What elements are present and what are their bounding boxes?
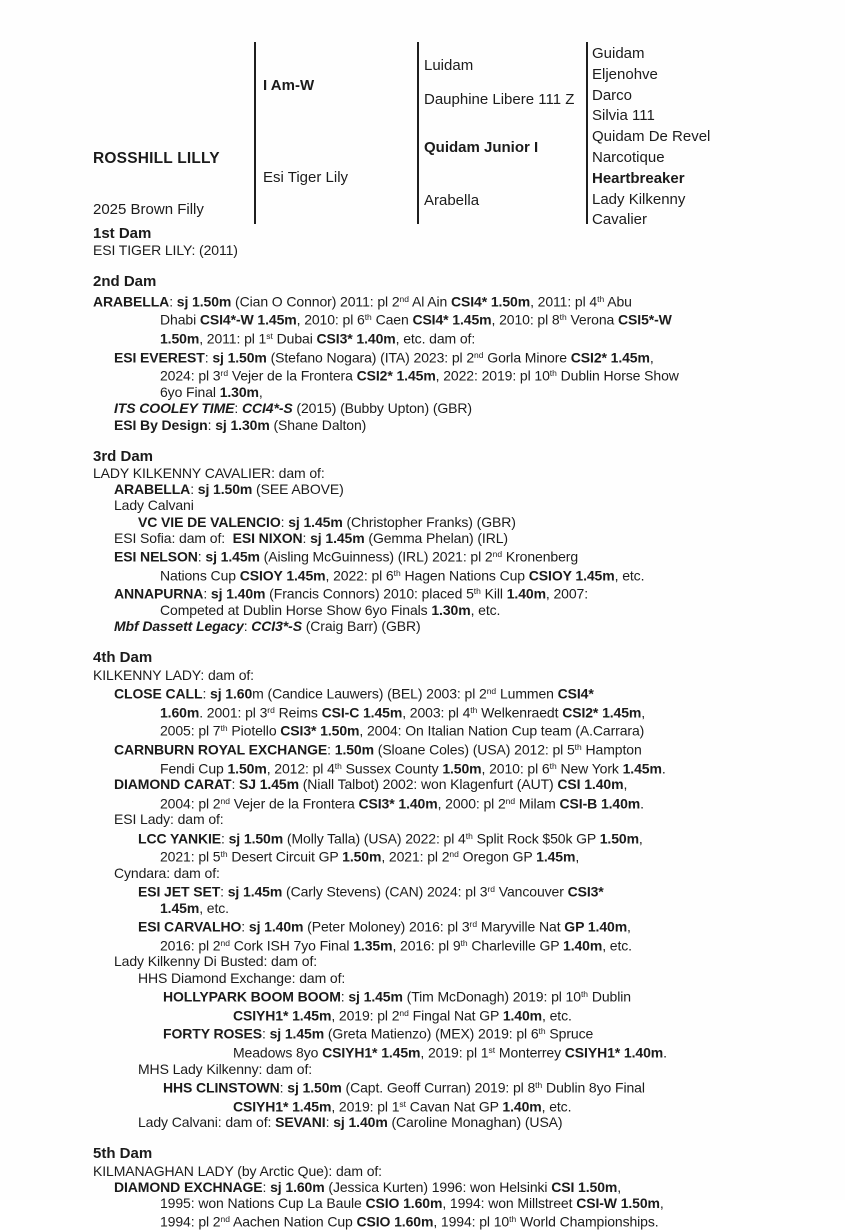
pedigree-line: CLOSE CALL: sj 1.60m (Candice Lauwers) (BEL) 2003: pl 2nd Lummen CSI4* bbox=[114, 685, 594, 702]
gen3-dam-dam: Arabella bbox=[424, 192, 480, 209]
pedigree-line: 6yo Final 1.30m, bbox=[160, 384, 263, 401]
section-5th-dam bbox=[93, 1146, 845, 1230]
pedigree-line: Competed at Dublin Horse Show 6yo Finals 1.30m, etc. bbox=[160, 602, 501, 619]
pedigree-line: ESI By Design: sj 1.30m (Shane Dalton) bbox=[114, 416, 367, 433]
pedigree-line: Fendi Cup 1.50m, 2012: pl 4th Sussex County 1.50m, 2010: pl 6th New York 1.45m. bbox=[160, 760, 666, 777]
table-rule-2 bbox=[417, 42, 419, 224]
pedigree-line: ARABELLA: sj 1.50m (Cian O Connor) 2011: pl 2nd Al Ain CSI4* 1.50m, 2011: pl 4th Abu bbox=[93, 293, 632, 310]
pedigree-line: 1.50m, 2011: pl 1st Dubai CSI3* 1.40m, etc. dam of: bbox=[160, 330, 476, 347]
gen4-ancestor: Heartbreaker bbox=[592, 169, 685, 187]
pedigree-line: Nations Cup CSIOY 1.45m, 2022: pl 6th Hagen Nations Cup CSIOY 1.45m, etc. bbox=[160, 567, 645, 584]
pedigree-line: ESI EVEREST: sj 1.50m (Stefano Nogara) (ITA) 2023: pl 2nd Gorla Minore CSI2* 1.45m, bbox=[114, 349, 654, 366]
pedigree-line: CARNBURN ROYAL EXCHANGE: 1.50m (Sloane Coles) (USA) 2012: pl 5th Hampton bbox=[114, 741, 642, 758]
dam-heading: 2nd Dam bbox=[93, 273, 157, 291]
pedigree-line: ITS COOLEY TIME: CCI4*-S (2015) (Bubby Upton) (GBR) bbox=[114, 400, 472, 417]
pedigree-line: 1.60m. 2001: pl 3rd Reims CSI-C 1.45m, 2003: pl 4th Welkenraedt CSI2* 1.45m, bbox=[160, 704, 646, 721]
table-rule-3 bbox=[586, 42, 588, 224]
gen4-ancestor: Lady Kilkenny Cavalier bbox=[592, 190, 686, 229]
pedigree-line: ESI JET SET: sj 1.45m (Carly Stevens) (CAN) 2024: pl 3rd Vancouver CSI3* bbox=[138, 883, 604, 900]
pedigree-line: Cyndara: dam of: bbox=[114, 864, 220, 881]
gen4-ancestor: Eljenohve bbox=[592, 65, 658, 83]
section-2nd-dam bbox=[93, 274, 845, 432]
pedigree-line: MHS Lady Kilkenny: dam of: bbox=[138, 1060, 313, 1077]
pedigree-line: KILKENNY LADY: dam of: bbox=[93, 666, 254, 683]
pedigree-line: Dhabi CSI4*-W 1.45m, 2010: pl 6th Caen CSI4* 1.45m, 2010: pl 8th Verona CSI5*-W bbox=[160, 311, 672, 328]
pedigree-line: 2004: pl 2nd Vejer de la Frontera CSI3* 1.40m, 2000: pl 2nd Milam CSI-B 1.40m. bbox=[160, 795, 644, 812]
dam-name: Esi Tiger Lily bbox=[263, 169, 349, 186]
pedigree-line: LADY KILKENNY CAVALIER: dam of: bbox=[93, 464, 325, 481]
gen4-ancestor: Quidam De Revel bbox=[592, 128, 711, 146]
subject-detail: 2025 Brown Filly bbox=[93, 201, 204, 218]
pedigree-line: CSIYH1* 1.45m, 2019: pl 1st Cavan Nat GP 1.40m, etc. bbox=[233, 1098, 572, 1115]
dam-heading: 3rd Dam bbox=[93, 447, 154, 465]
table-rule-1 bbox=[254, 42, 256, 224]
pedigree-line: LCC YANKIE: sj 1.50m (Molly Talla) (USA) 2022: pl 4th Split Rock $50k GP 1.50m, bbox=[138, 830, 643, 846]
dam-sections bbox=[93, 226, 845, 1230]
pedigree-line: 2016: pl 2nd Cork ISH 7yo Final 1.35m, 2016: pl 9th Charleville GP 1.40m, etc. bbox=[160, 937, 632, 954]
dam-heading: 1st Dam bbox=[93, 225, 152, 242]
pedigree-line: VC VIE DE VALENCIO: sj 1.45m (Christopher Franks) (GBR) bbox=[138, 513, 516, 530]
pedigree-line: ESI Lady: dam of: bbox=[114, 811, 224, 828]
gen4-column bbox=[592, 44, 760, 231]
pedigree-line: KILMANAGHAN LADY (by Arctic Que): dam of: bbox=[93, 1162, 382, 1179]
pedigree-line: Lady Calvani bbox=[114, 497, 194, 514]
section-1st-dam bbox=[93, 226, 845, 258]
pedigree-line: ESI CARVALHO: sj 1.40m (Peter Moloney) 2016: pl 3rd Maryville Nat GP 1.40m, bbox=[138, 918, 631, 935]
pedigree-line: 1994: pl 2nd Aachen Nation Cup CSIO 1.60m, 1994: pl 10th World Championships. bbox=[160, 1213, 659, 1230]
gen4-ancestor: Narcotique bbox=[592, 148, 665, 166]
section-3rd-dam bbox=[93, 449, 845, 635]
pedigree-line: ANNAPURNA: sj 1.40m (Francis Connors) 2010: placed 5th Kill 1.40m, 2007: bbox=[114, 585, 589, 602]
gen4-ancestor: Darco bbox=[592, 86, 633, 104]
section-4th-dam bbox=[93, 650, 845, 1130]
pedigree-line: DIAMOND CARAT: SJ 1.45m (Niall Talbot) 2002: won Klagenfurt (AUT) CSI 1.40m, bbox=[114, 776, 628, 793]
pedigree-line: 1995: won Nations Cup La Baule CSIO 1.60m, 1994: won Millstreet CSI-W 1.50m, bbox=[160, 1195, 664, 1212]
gen4-ancestor: Guidam bbox=[592, 45, 645, 62]
gen4-ancestor: Silvia 111 bbox=[592, 107, 655, 125]
pedigree-line: ARABELLA: sj 1.50m (SEE ABOVE) bbox=[114, 481, 344, 498]
pedigree-line: 2005: pl 7th Piotello CSI3* 1.50m, 2004: On Italian Nation Cup team (A.Carrara) bbox=[160, 722, 645, 739]
pedigree-line: Mbf Dassett Legacy: CCI3*-S (Craig Barr) (GBR) bbox=[114, 618, 421, 635]
pedigree-line: Lady Kilkenny Di Busted: dam of: bbox=[114, 953, 318, 970]
pedigree-line: 2024: pl 3rd Vejer de la Frontera CSI2* 1.45m, 2022: 2019: pl 10th Dublin Horse Show bbox=[160, 367, 679, 384]
sire-name: I Am-W bbox=[263, 77, 315, 94]
pedigree-line: Lady Calvani: dam of: SEVANI: sj 1.40m (Caroline Monaghan) (USA) bbox=[138, 1114, 563, 1131]
pedigree-line: HHS Diamond Exchange: dam of: bbox=[138, 969, 346, 986]
gen3-sire-sire: Luidam bbox=[424, 57, 474, 74]
pedigree-line: ESI TIGER LILY: (2011) bbox=[93, 242, 238, 259]
dam-heading: 5th Dam bbox=[93, 1145, 153, 1163]
dam-heading: 4th Dam bbox=[93, 649, 153, 667]
pedigree-line: FORTY ROSES: sj 1.45m (Greta Matienzo) (MEX) 2019: pl 6th Spruce bbox=[163, 1025, 594, 1042]
pedigree-table bbox=[0, 42, 845, 229]
subject-name: ROSSHILL LILLY bbox=[93, 150, 220, 167]
pedigree-line: DIAMOND EXCHNAGE: sj 1.60m (Jessica Kurten) 1996: won Helsinki CSI 1.50m, bbox=[114, 1178, 622, 1195]
pedigree-line: 1.45m, etc. bbox=[160, 899, 229, 916]
pedigree-line: ESI NELSON: sj 1.45m (Aisling McGuinness) (IRL) 2021: pl 2nd Kronenberg bbox=[114, 548, 579, 565]
pedigree-line: 2021: pl 5th Desert Circuit GP 1.50m, 2021: pl 2nd Oregon GP 1.45m, bbox=[160, 848, 580, 865]
pedigree-line: HOLLYPARK BOOM BOOM: sj 1.45m (Tim McDonagh) 2019: pl 10th Dublin bbox=[163, 988, 631, 1005]
pedigree-line: Meadows 8yo CSIYH1* 1.45m, 2019: pl 1st Monterrey CSIYH1* 1.40m. bbox=[233, 1044, 667, 1061]
pedigree-line: HHS CLINSTOWN: sj 1.50m (Capt. Geoff Curran) 2019: pl 8th Dublin 8yo Final bbox=[163, 1079, 645, 1096]
pedigree-line: ESI Sofia: dam of: ESI NIXON: sj 1.45m (Gemma Phelan) (IRL) bbox=[114, 529, 508, 546]
gen3-dam-sire: Quidam Junior I bbox=[424, 139, 539, 156]
pedigree-line: CSIYH1* 1.45m, 2019: pl 2nd Fingal Nat GP 1.40m, etc. bbox=[233, 1007, 572, 1024]
gen3-sire-dam: Dauphine Libere 111 Z bbox=[424, 91, 575, 108]
